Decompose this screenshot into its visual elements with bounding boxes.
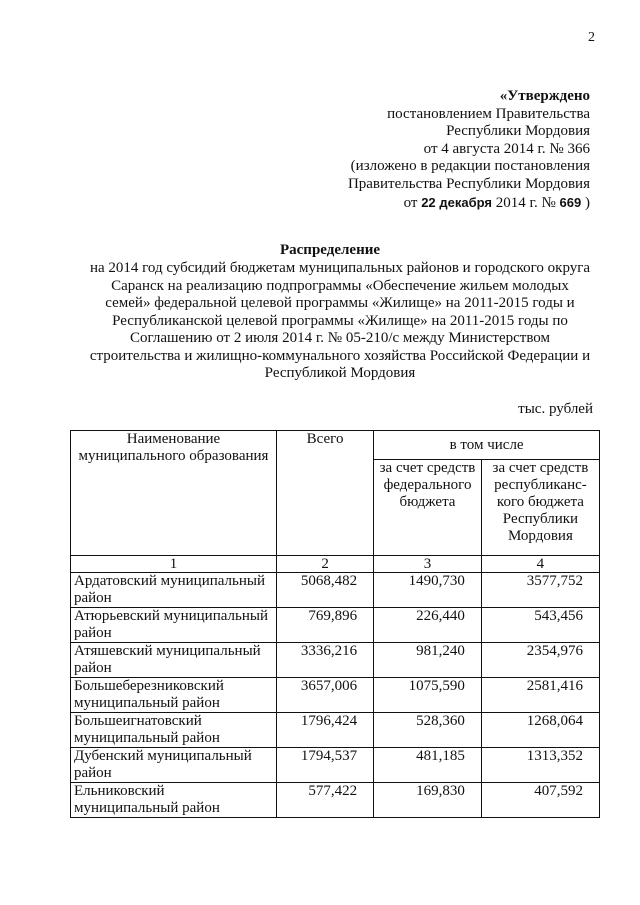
table-row xyxy=(71,748,600,783)
approval-doc-number: 669 xyxy=(559,194,582,210)
cell-republic: 1268,064 xyxy=(481,713,599,748)
cell-federal: 981,240 xyxy=(374,643,482,678)
cell-name: Атюрьевский муниципальный район xyxy=(71,608,277,643)
column-number: 1 xyxy=(71,556,277,573)
cell-federal: 1075,590 xyxy=(374,678,482,713)
subtitle-line: Саранск на реализацию подпрограммы «Обеспечение жильем молодых xyxy=(111,277,569,294)
cell-name: Большеберезниковский муниципальный район xyxy=(71,678,277,713)
subtitle-line: Соглашению от 2 июля 2014 г. № 05-210/с между Министерством xyxy=(129,330,551,346)
units-label: тыс. рублей xyxy=(518,401,593,417)
subsidy-table xyxy=(70,430,600,818)
approval-date-line xyxy=(300,194,590,213)
table-row xyxy=(71,783,600,818)
approval-heading: «Утверждено xyxy=(499,88,590,104)
cell-republic: 2354,976 xyxy=(481,643,599,678)
column-number: 4 xyxy=(481,556,599,573)
approval-date-prefix: от xyxy=(403,194,418,211)
header-republic: за счет средств республиканс-кого бюджета Республики Мордовия xyxy=(481,460,599,556)
column-number: 2 xyxy=(276,556,373,573)
cell-total: 1794,537 xyxy=(276,748,373,783)
cell-name: Большеигнатовский муниципальный район xyxy=(71,713,277,748)
column-number: 3 xyxy=(374,556,482,573)
cell-republic: 2581,416 xyxy=(481,678,599,713)
table-row xyxy=(71,643,600,678)
cell-total: 3657,006 xyxy=(276,678,373,713)
approval-line: Республики Мордовия xyxy=(446,123,590,140)
cell-total: 577,422 xyxy=(276,783,373,818)
cell-federal: 226,440 xyxy=(374,608,482,643)
approval-date-day: 22 xyxy=(421,194,436,210)
cell-name: Дубенский муниципальный район xyxy=(71,748,277,783)
document-subtitle xyxy=(70,260,610,383)
table-row xyxy=(71,678,600,713)
subtitle-line: строительства и жилищно-коммунального хозяйства Российской Федерации и xyxy=(89,347,591,364)
subtitle-line: Республиканской целевой программы «Жилище» на 2011-2015 годы по xyxy=(112,312,568,329)
cell-total: 1796,424 xyxy=(276,713,373,748)
cell-total: 3336,216 xyxy=(276,643,373,678)
approval-line: от 4 августа 2014 г. № 366 xyxy=(423,140,590,157)
table-row xyxy=(71,713,600,748)
table-row xyxy=(71,573,600,608)
subtitle-line: Республикой Мордовия xyxy=(264,365,416,381)
table-header-row xyxy=(71,431,600,460)
document-title: Распределение xyxy=(279,242,381,258)
approval-date-month: декабря xyxy=(439,194,493,210)
approval-line: Правительства Республики Мордовия xyxy=(347,175,590,192)
subtitle-line: семей» федеральной целевой программы «Жилище» на 2011-2015 годы и xyxy=(105,295,575,311)
subtitle-line: на 2014 год субсидий бюджетам муниципальных районов и городского округа xyxy=(89,260,591,276)
cell-name: Ельниковский муниципальный район xyxy=(71,783,277,818)
approval-line: (изложено в редакции постановления xyxy=(350,158,590,175)
approval-date-suffix: ) xyxy=(585,194,590,211)
cell-name: Атяшевский муниципальный район xyxy=(71,643,277,678)
cell-name: Ардатовский муниципальный район xyxy=(71,573,277,608)
cell-federal: 169,830 xyxy=(374,783,482,818)
cell-total: 5068,482 xyxy=(276,573,373,608)
page-number: 2 xyxy=(588,30,595,45)
cell-republic: 3577,752 xyxy=(481,573,599,608)
cell-republic: 543,456 xyxy=(481,608,599,643)
cell-federal: 481,185 xyxy=(374,748,482,783)
approval-line: постановлением Правительства xyxy=(387,105,590,122)
table-row xyxy=(71,608,600,643)
column-number-row xyxy=(71,556,600,573)
approval-date-year: 2014 г. № xyxy=(495,194,556,211)
header-total: Всего xyxy=(276,431,373,556)
approval-block xyxy=(300,88,590,212)
header-name: Наименование муниципального образования xyxy=(71,431,277,556)
header-federal: за счет средств федерального бюджета xyxy=(374,460,482,556)
cell-republic: 1313,352 xyxy=(481,748,599,783)
header-including: в том числе xyxy=(374,431,600,460)
cell-republic: 407,592 xyxy=(481,783,599,818)
cell-total: 769,896 xyxy=(276,608,373,643)
cell-federal: 528,360 xyxy=(374,713,482,748)
cell-federal: 1490,730 xyxy=(374,573,482,608)
